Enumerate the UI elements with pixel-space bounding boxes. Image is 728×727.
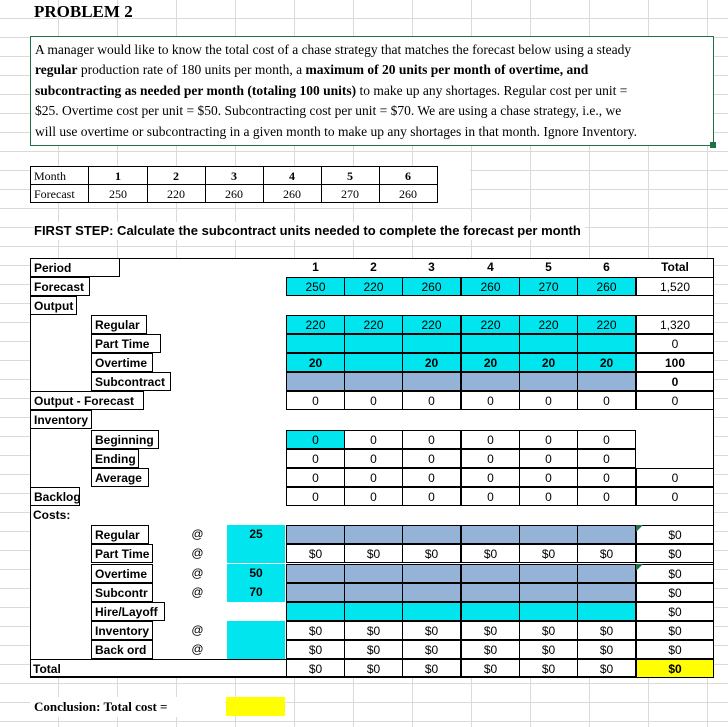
beginning-cell: 0	[519, 430, 578, 449]
total-cost-cell: $0	[519, 659, 578, 678]
subcontract-output-cell[interactable]	[577, 372, 636, 391]
average-cell: 0	[344, 468, 403, 487]
forecast-label: Forecast	[30, 184, 89, 203]
beginning-cell: 0	[577, 430, 636, 449]
average-cell: 0	[577, 468, 636, 487]
inventory-cost-cell: $0	[402, 621, 461, 640]
forecast-cell[interactable]: 250	[286, 277, 345, 296]
ending-cell: 0	[286, 449, 345, 468]
at-symbol: @	[191, 527, 204, 541]
cost-inventory-label: Inventory	[91, 621, 153, 640]
inventory-cost-cell: $0	[519, 621, 578, 640]
forecast-cell[interactable]: 270	[519, 277, 578, 296]
overtime-output-cell[interactable]: 20	[577, 353, 636, 372]
forecast-cell[interactable]: 220	[344, 277, 403, 296]
forecast-month-2: 2	[147, 166, 206, 185]
forecast-month-3: 3	[205, 166, 264, 185]
overtime-output-cell[interactable]: 20	[519, 353, 578, 372]
comment-indicator-icon	[636, 525, 643, 532]
inventory-cost-total: $0	[636, 621, 714, 640]
first-step-heading: FIRST STEP: Calculate the subcontract units needed to complete the forecast per month	[34, 222, 585, 240]
forecast-month-6: 6	[379, 166, 438, 185]
average-label: Average	[91, 468, 149, 487]
subcontract-output-cell[interactable]	[286, 372, 345, 391]
ending-label: Ending	[91, 449, 139, 468]
parttime-cost-cell: $0	[402, 544, 461, 563]
parttime-cost-cell: $0	[286, 544, 345, 563]
backlog-total: 0	[636, 487, 714, 506]
subcontract-output-cell[interactable]	[519, 372, 578, 391]
forecast-value: 220	[147, 184, 206, 203]
cost-regular-label: Regular	[91, 525, 149, 544]
backlog-label: Backlog	[30, 487, 80, 506]
subcontract-cost-cell[interactable]	[577, 583, 636, 602]
parttime-cost-cell: $0	[344, 544, 403, 563]
ending-cell: 0	[344, 449, 403, 468]
output-minus-forecast-cell: 0	[402, 391, 461, 410]
problem-text-run: to make up any shortages. Regular cost per unit =	[356, 82, 628, 98]
output-minus-forecast-cell: 0	[519, 391, 578, 410]
regular-total: 1,320	[636, 315, 714, 334]
average-total: 0	[636, 468, 714, 487]
overtime-output-cell[interactable]: 20	[461, 353, 520, 372]
regular-output-cell[interactable]: 220	[402, 315, 461, 334]
subcontract-cost-cell[interactable]	[461, 583, 520, 602]
output-minus-forecast-cell: 0	[461, 391, 520, 410]
backlog-cell: 0	[577, 487, 636, 506]
backorder-cost-cell: $0	[577, 640, 636, 659]
problem-text-run: $25. Overtime cost per unit = $50. Subcontracting cost per unit = $70. We are using a chase strategy, i.e., we	[35, 103, 622, 119]
parttime-label: Part Time	[91, 334, 161, 353]
backlog-cell: 0	[286, 487, 345, 506]
conclusion-answer-cell[interactable]	[226, 697, 285, 716]
total-cost-cell: $0	[286, 659, 345, 678]
problem-text-run: maximum of 20 units per month of overtime, and	[305, 62, 589, 78]
forecast-cell[interactable]: 260	[577, 277, 636, 296]
month-label: Month	[30, 166, 89, 185]
forecast-month-5: 5	[321, 166, 380, 185]
problem-title: PROBLEM 2	[34, 2, 133, 21]
subcontract-label: Subcontract	[91, 372, 171, 391]
regular-output-cell[interactable]: 220	[461, 315, 520, 334]
forecast-value: 250	[89, 184, 148, 203]
total-cost-cell: $0	[344, 659, 403, 678]
subcontract-cost-total: $0	[636, 583, 714, 602]
hire-layoff-cost-cell[interactable]	[519, 602, 578, 621]
hire-layoff-total: $0	[636, 602, 714, 621]
regular-label: Regular	[91, 315, 147, 334]
subcontract-rate-cell[interactable]: 70	[227, 583, 285, 602]
beginning-label: Beginning	[91, 430, 159, 449]
total-header: Total	[661, 260, 689, 274]
forecast-value: 260	[379, 184, 438, 203]
problem-text-run: A manager would like to know the total cost of a chase strategy that matches the forecast below using a steady	[35, 42, 632, 57]
overtime-output-cell[interactable]: 20	[286, 353, 345, 372]
backorder-cost-cell: $0	[519, 640, 578, 659]
parttime-output-cell[interactable]	[519, 334, 578, 353]
beginning-cell[interactable]: 0	[286, 430, 345, 449]
average-cell: 0	[461, 468, 520, 487]
problem-text-run: will use overtime or subcontracting in a given month to make up any shortages in that month. Ignore Inventory.	[35, 123, 637, 139]
total-cost-cell: $0	[461, 659, 520, 678]
backorder-rate-cell[interactable]	[227, 640, 285, 659]
backlog-cell: 0	[402, 487, 461, 506]
total-cost-cell: $0	[402, 659, 461, 678]
hire-layoff-cost-cell[interactable]	[402, 602, 461, 621]
hire-layoff-label: Hire/Layoff	[91, 602, 165, 621]
subcontract-cost-cell[interactable]	[519, 583, 578, 602]
at-symbol: @	[191, 585, 204, 599]
period-header: 5	[545, 260, 552, 274]
problem-text-run: production rate of 180 units per month, a	[77, 62, 306, 78]
ending-cell: 0	[461, 449, 520, 468]
subcontract-output-cell[interactable]	[461, 372, 520, 391]
output-minus-forecast-cell: 0	[344, 391, 403, 410]
beginning-cell: 0	[461, 430, 520, 449]
forecast-month-4: 4	[263, 166, 322, 185]
subcontract-cost-cell[interactable]	[286, 583, 345, 602]
overtime-output-cell[interactable]: 20	[402, 353, 461, 372]
output-minus-forecast-cell: 0	[577, 391, 636, 410]
regular-cost-cell[interactable]	[461, 525, 520, 544]
parttime-output-cell[interactable]	[344, 334, 403, 353]
overtime-cost-cell[interactable]	[402, 564, 461, 583]
overtime-cost-total: $0	[636, 564, 714, 583]
cost-parttime-label: Part Time	[91, 544, 153, 563]
inventory-rate-cell[interactable]	[227, 621, 285, 640]
output-label: Output	[30, 296, 77, 315]
problem-text-run: subcontracting as needed per month (totaling 100 units)	[35, 82, 357, 98]
backlog-cell: 0	[519, 487, 578, 506]
subcontract-total: 0	[636, 372, 714, 391]
parttime-cost-cell: $0	[577, 544, 636, 563]
regular-cost-total: $0	[636, 525, 714, 544]
inventory-cost-cell: $0	[344, 621, 403, 640]
ending-cell: 0	[402, 449, 461, 468]
beginning-cell: 0	[402, 430, 461, 449]
subcontract-cost-cell[interactable]	[402, 583, 461, 602]
beginning-cell: 0	[344, 430, 403, 449]
inventory-cost-cell: $0	[577, 621, 636, 640]
at-symbol: @	[191, 566, 204, 580]
subcontract-output-cell[interactable]	[402, 372, 461, 391]
output-minus-forecast-cell: 0	[286, 391, 345, 410]
period-header: 3	[428, 260, 435, 274]
regular-output-cell[interactable]: 220	[286, 315, 345, 334]
backorder-cost-cell: $0	[461, 640, 520, 659]
parttime-total: 0	[636, 334, 714, 353]
parttime-cost-total: $0	[636, 544, 714, 563]
average-cell: 0	[286, 468, 345, 487]
conclusion-label	[30, 697, 225, 717]
regular-rate-cell[interactable]: 25	[227, 525, 285, 544]
costs-label: Costs:	[33, 508, 71, 522]
hire-layoff-cost-cell[interactable]	[577, 602, 636, 621]
parttime-output-cell[interactable]	[577, 334, 636, 353]
regular-cost-cell[interactable]	[402, 525, 461, 544]
regular-output-cell[interactable]: 220	[344, 315, 403, 334]
hire-layoff-cost-cell[interactable]	[286, 602, 345, 621]
subcontract-cost-cell[interactable]	[344, 583, 403, 602]
parttime-cost-cell: $0	[519, 544, 578, 563]
subcontract-output-cell[interactable]	[344, 372, 403, 391]
regular-output-cell[interactable]: 220	[577, 315, 636, 334]
comment-indicator-icon	[636, 564, 643, 571]
cost-overtime-label: Overtime	[91, 564, 153, 583]
average-cell: 0	[519, 468, 578, 487]
conclusion-text: Conclusion: Total cost =	[34, 699, 168, 714]
forecast-value: 260	[205, 184, 264, 203]
overtime-total: 100	[636, 353, 714, 372]
overtime-cost-cell[interactable]	[577, 564, 636, 583]
total-row-label: Total	[30, 659, 714, 678]
parttime-output-cell[interactable]	[402, 334, 461, 353]
forecast-value: 260	[263, 184, 322, 203]
period-header: 6	[603, 260, 610, 274]
total-cost-cell: $0	[577, 659, 636, 678]
period-header: 1	[312, 260, 319, 274]
at-symbol: @	[191, 546, 204, 560]
regular-cost-cell[interactable]	[519, 525, 578, 544]
ending-cell: 0	[577, 449, 636, 468]
problem-text-run: regular	[35, 62, 78, 78]
overtime-label: Overtime	[91, 353, 153, 372]
backorder-cost-total: $0	[636, 640, 714, 659]
inventory-cost-cell: $0	[461, 621, 520, 640]
forecast-row-label: Forecast	[30, 277, 90, 296]
overtime-output-cell[interactable]	[344, 353, 403, 372]
overtime-cost-cell[interactable]	[286, 564, 345, 583]
at-symbol: @	[191, 623, 204, 637]
overtime-rate-cell[interactable]: 50	[227, 564, 285, 583]
inventory-label: Inventory	[30, 410, 92, 429]
ending-cell: 0	[519, 449, 578, 468]
parttime-cost-cell: $0	[461, 544, 520, 563]
forecast-month-1: 1	[89, 166, 148, 185]
regular-cost-cell[interactable]	[344, 525, 403, 544]
period-header: 2	[370, 260, 377, 274]
overtime-cost-cell[interactable]	[461, 564, 520, 583]
forecast-value: 270	[321, 184, 380, 203]
parttime-output-cell[interactable]	[461, 334, 520, 353]
regular-cost-cell[interactable]	[577, 525, 636, 544]
grand-total-cell[interactable]: $0	[636, 659, 714, 678]
regular-output-cell[interactable]: 220	[519, 315, 578, 334]
period-label: Period	[30, 258, 120, 277]
hire-layoff-cost-cell[interactable]	[461, 602, 520, 621]
at-symbol: @	[191, 642, 204, 656]
period-header: 4	[487, 260, 494, 274]
cost-backorder-label: Back ord	[91, 640, 153, 659]
forecast-total: 1,520	[636, 277, 714, 296]
parttime-output-cell[interactable]	[286, 334, 345, 353]
cost-subcontract-label: Subcontr	[91, 583, 153, 602]
backlog-cell: 0	[344, 487, 403, 506]
backorder-cost-cell: $0	[344, 640, 403, 659]
overtime-cost-cell[interactable]	[344, 564, 403, 583]
backorder-cost-cell: $0	[286, 640, 345, 659]
inventory-cost-cell: $0	[286, 621, 345, 640]
hire-layoff-cost-cell[interactable]	[344, 602, 403, 621]
overtime-cost-cell[interactable]	[519, 564, 578, 583]
output-minus-forecast-label: Output - Forecast	[30, 391, 144, 410]
forecast-cell[interactable]: 260	[461, 277, 520, 296]
average-cell: 0	[402, 468, 461, 487]
regular-cost-cell[interactable]	[286, 525, 345, 544]
backorder-cost-cell: $0	[402, 640, 461, 659]
backlog-cell: 0	[461, 487, 520, 506]
forecast-cell[interactable]: 260	[402, 277, 461, 296]
output-minus-forecast-total: 0	[636, 391, 714, 410]
parttime-rate-cell[interactable]	[227, 544, 285, 563]
